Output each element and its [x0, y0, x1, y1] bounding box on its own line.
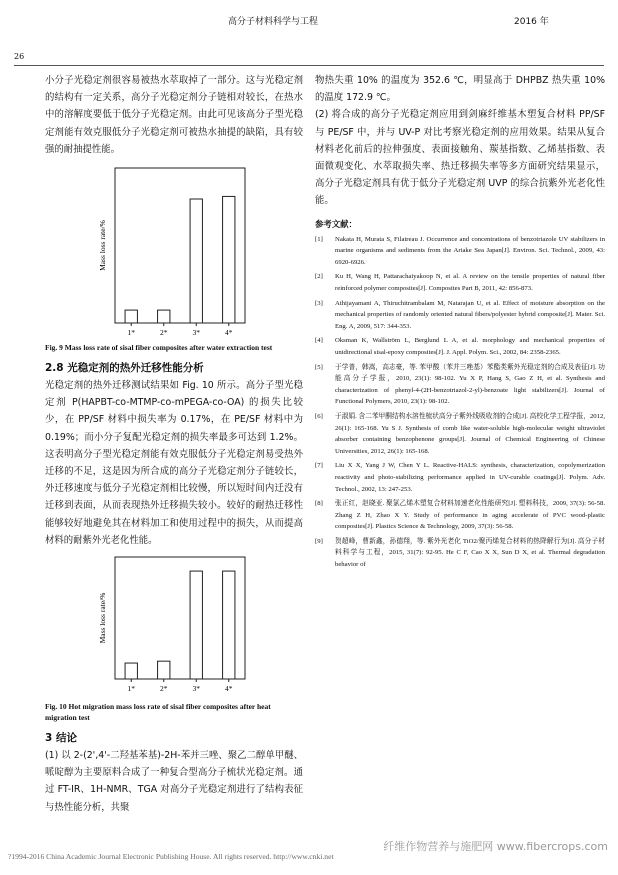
- x-tick-label: 3*: [192, 328, 200, 338]
- paragraph-conclusion-1-cont: 物热失重 10% 的温度为 352.6 ℃，明显高于 DHPBZ 热失重 10% 的温度 172.9 ℃。: [315, 75, 605, 104]
- reference-number: [6]: [315, 412, 323, 420]
- reference-text: Liu X X, Yang J W, Chen Y L. Reactive-HALS: synthesis, characterization, copolymerization reactivity and photo-stabilizing performance applied in UV-curable coatings[J]. Polym. Adv. Technol., 2002, 13: 247-253.: [335, 462, 605, 493]
- x-tick-label: 1*: [127, 684, 135, 694]
- reference-text: 于淑娟. 含二苯甲酮结构水溶性梳状高分子紫外线吸收剂的合成[J]. 高校化学工程学报，2012, 26(1): 165-168. Yu S J. Synthesis of comb like water-soluble high-molecular weight ultraviolet absorber containing benzophenone groups[J]. Journal of Chemical Engineering of Chinese Universities, 2012, 26(1): 165-168.: [335, 412, 605, 455]
- journal-year: 2016 年: [514, 17, 549, 27]
- header-rule: [14, 65, 604, 66]
- reference-number: [8]: [315, 500, 323, 508]
- reference-text: 张正红，赵晓亚. 聚氯乙烯木塑复合材料加速老化性能研究[J]. 塑料科技，2009, 37(3): 56-58. Zhang Z H, Zhao X Y. Study of performance in aging accelerate of PVC wood-plastic composites[J]. Plastics Science & Technology, 2009, 37(3): 56-58.: [335, 500, 605, 531]
- reference-item: [315, 498, 605, 533]
- paragraph-conclusion-1: (1) 以 2-(2',4'-二羟基苯基)-2H-苯并三唑、聚乙二醇单甲醚、哌啶醇为主要原料合成了一种复合型高分子梳状光稳定剂。通过 FT-IR、1H-NMR、TGA 对高分子光稳定剂进行了结构表征与热性能分析，共聚: [45, 750, 303, 813]
- bar: [223, 571, 235, 679]
- right-column: [315, 72, 605, 574]
- y-axis-label: Mass loss rate/%: [98, 220, 107, 271]
- reference-item: [315, 234, 605, 269]
- reference-number: [5]: [315, 363, 323, 371]
- watermark: 纤维作物营养与施肥网 www.fibercrops.com: [383, 840, 608, 853]
- page-number: 26: [14, 52, 25, 61]
- bar: [190, 199, 202, 323]
- fig10-bar-chart: [45, 549, 303, 697]
- reference-text: Oksman K, Wallström L, Berglund L A, et al. morphology and mechanical properties of unidirectional sisal-epoxy composites[J]. J. Appl. Polym. Sci., 2002, 84: 2358-2365.: [335, 337, 605, 356]
- paragraph-continuation: 小分子光稳定剂很容易被热水萃取掉了一部分。这与光稳定剂的结构有一定关系，高分子光稳定剂分子链相对较长，在热水中的溶解度要低于低分子光稳定剂。由此可见该高分子型光稳定剂能有效克服低分子光稳定剂可被热水抽提的缺陷，具有较强的耐抽提性能。: [45, 75, 303, 155]
- reference-text: 贺超峰，曹新鑫，孙德翔，等. 紫外光老化 TiO2/聚丙烯复合材料的热降解行为[J]. 高分子材料科学与工程，2015, 31(7): 92-95. He C F, Cao X X, Sun D X, et al. Thermal degradation behavior of: [335, 537, 605, 569]
- x-tick-label: 1*: [127, 328, 135, 338]
- x-tick-label: 4*: [225, 684, 233, 694]
- reference-item: [315, 335, 605, 358]
- reference-text: Nakata H, Murata S, Filatreau J. Occurrence and concentrations of benzotriazole UV stabilizers in marine organisms and sediments from the Ariake Sea Japan[J]. Environ. Sci. Technol., 2009, 43: 6920-6926.: [335, 235, 605, 266]
- plot-frame: [115, 557, 245, 679]
- reference-text: 于学普，韩嵩，高志豪，等. 苯甲酸（苯并三唑基）苯酯类紫外光稳定剂的合成及表征[J]. 功能高分子学报，2010, 23(1): 98-102. Yu X P, Hang S, Gao Z H, et al. Synthesis and characterization of phenyl-4-(2H-benzotriazol-2-yl)-benzoate light stabilizers[J]. Journal of Functional Polymers, 2010, 23(1): 98-102.: [335, 363, 605, 406]
- plot-frame: [115, 168, 245, 323]
- left-column: [45, 72, 303, 816]
- copyright-footer: ?1994-2016 China Academic Journal Electronic Publishing House. All rights reserved. http://www.cnki.net: [8, 852, 334, 861]
- reference-item: [315, 536, 605, 571]
- x-tick-label: 4*: [225, 328, 233, 338]
- bar: [158, 661, 170, 679]
- x-tick-label: 2*: [160, 684, 168, 694]
- paragraph-conclusion-2: (2) 将合成的高分子光稳定剂应用到剑麻纤维基木塑复合材料 PP/SF 与 PE/SF 中，并与 UV-P 对比考察光稳定剂的应用效果。结果从复合材料老化前后的拉伸强度、表面接触角、羰基指数、乙烯基指数、表面微观变化、水萃取损失率、热迁移损失率等多方面研究结果显示，高分子光稳定剂具有优于低分子光稳定剂 UVP 的综合抗紫外光老化性能。: [315, 109, 605, 207]
- section-3-heading: 3 结论: [45, 732, 77, 745]
- reference-number: [2]: [315, 273, 323, 281]
- bar: [223, 196, 235, 323]
- reference-number: [3]: [315, 299, 323, 307]
- reference-list: [315, 234, 605, 571]
- fig9-caption: Fig. 9 Mass loss rate of sisal fiber composites after water extraction test: [45, 343, 273, 353]
- reference-item: [315, 298, 605, 333]
- reference-item: [315, 460, 605, 495]
- fig10-caption: Fig. 10 Hot migration mass loss rate of sisal fiber composites after heat migration test: [45, 702, 271, 723]
- x-tick-label: 3*: [192, 684, 200, 694]
- fig9-bar-chart: [45, 158, 303, 338]
- x-tick-label: 2*: [160, 328, 168, 338]
- bar: [125, 663, 137, 679]
- bar: [158, 310, 170, 323]
- reference-text: Athijayamani A, Thiruchitrambalam M, Natarajan U, et al. Effect of moisture absorption on the mechanical properties of randomly oriented natural fibers/polyester hybrid composite[J]. Mater. Sci. Eng. A, 2009, 517: 344-353.: [335, 299, 605, 330]
- section-2-8-heading: 2.8 光稳定剂的热外迁移性能分析: [45, 362, 204, 375]
- bar: [190, 571, 202, 679]
- bar: [125, 310, 137, 323]
- journal-title: 高分子材料科学与工程: [228, 17, 319, 27]
- reference-text: Ku H, Wang H, Pattarachaiyakoop N, et al. A review on the tensile properties of natural fiber reinforced polymer composites[J]. Composites Part B, 2011, 42: 856-873.: [335, 273, 605, 292]
- reference-number: [4]: [315, 337, 323, 345]
- reference-number: [1]: [315, 235, 323, 243]
- reference-item: [315, 271, 605, 294]
- reference-item: [315, 362, 605, 408]
- references-heading: 参考文献：: [315, 218, 357, 229]
- reference-item: [315, 411, 605, 457]
- y-axis-label: Mass loss rate/%: [98, 592, 107, 644]
- reference-number: [7]: [315, 462, 323, 470]
- paragraph-thermal-migration: 光稳定剂的热外迁移测试结果如 Fig. 10 所示。高分子型光稳定剂 P(HAPBT-co-MTMP-co-mPEGA-co-OA) 的损失比较少，在 PP/SF 材料中损失率为 0.17%，在 PE/SF 材料中为 0.19%；而小分子复配光稳定剂的损失率最多可达到 1.2%。这表明高分子型光稳定剂能有效克服低分子光稳定剂易受热外迁移的不足，这是因为所合成的高分子光稳定剂分子链较长，外迁移速度与低分子光稳定剂相比较慢，所以短时间内迁没有迁移到表面，从而表现热外迁移损失较小。较好的耐热迁移性能够较好地避免其在材料加工和使用过程中的损失，从而提高材料的耐紫外光老化性能。: [45, 380, 303, 546]
- reference-number: [9]: [315, 537, 323, 545]
